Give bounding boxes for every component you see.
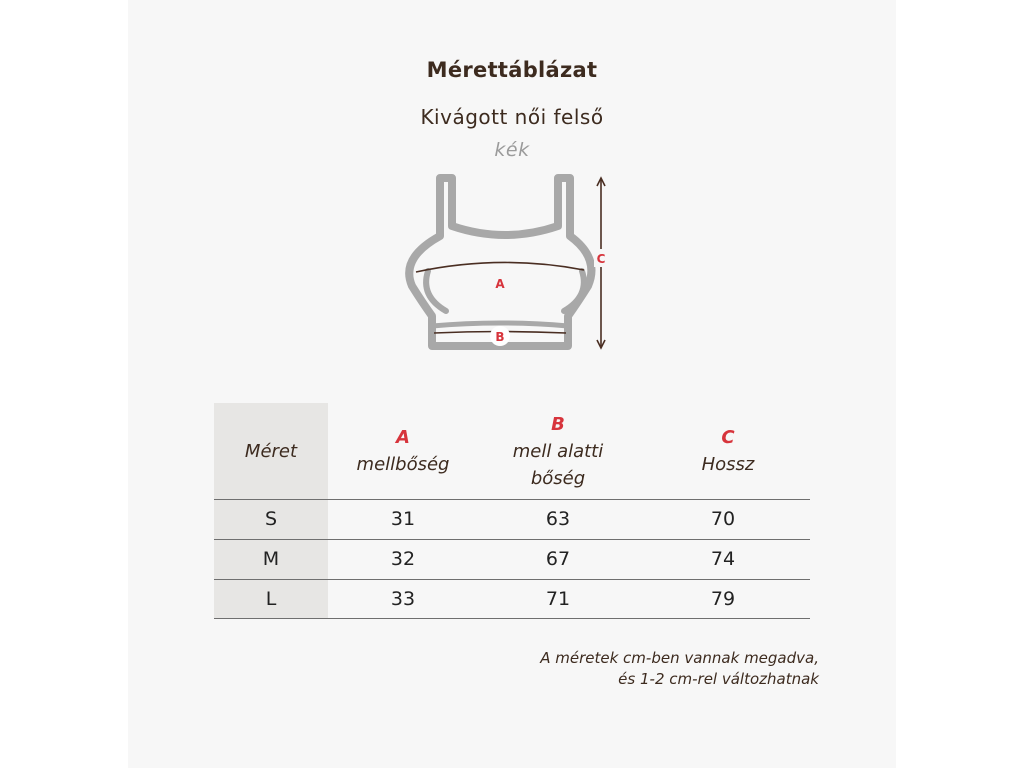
cell-size: M	[262, 548, 280, 570]
cell-b: 71	[545, 588, 571, 610]
header-size	[214, 403, 328, 499]
note-line-1: A méretek cm-ben vannak megadva,	[540, 649, 819, 667]
crop-top-outline	[400, 166, 620, 356]
diagram-label-b: B	[495, 330, 505, 344]
cell-size: S	[264, 508, 278, 530]
header-c-letter: C	[721, 427, 735, 448]
cell-b: 67	[545, 548, 571, 570]
header-a-letter: A	[396, 427, 410, 448]
diagram-label-a: A	[495, 277, 505, 291]
cell-c: 74	[710, 548, 736, 570]
garment-diagram	[400, 166, 620, 361]
diagram-label-c: C	[596, 252, 606, 266]
header-b-letter: B	[551, 413, 565, 435]
product-color: kék	[494, 139, 530, 161]
band-line	[432, 323, 568, 326]
header-b-line2: bőség	[530, 467, 586, 489]
cell-a: 33	[390, 588, 416, 610]
header-c-text: Hossz	[701, 454, 755, 475]
cell-size: L	[265, 588, 277, 610]
measure-line-a	[416, 262, 584, 272]
header-a	[328, 403, 478, 499]
header-a-text: mellbőség	[356, 454, 450, 475]
cell-b: 63	[545, 508, 571, 530]
right-cup-curve	[564, 271, 584, 311]
measurement-note	[540, 648, 819, 690]
cell-c: 70	[710, 508, 736, 530]
note-line-2: és 1-2 cm-rel változhatnak	[618, 670, 819, 688]
header-b	[478, 403, 638, 499]
product-name: Kivágott női felső	[420, 105, 604, 129]
header-b-line1: mell alatti	[512, 440, 604, 462]
cell-a: 31	[390, 508, 416, 530]
cell-a: 32	[390, 548, 416, 570]
header-c	[648, 403, 808, 499]
cell-c: 79	[710, 588, 736, 610]
header-size-label: Méret	[244, 440, 298, 462]
table-divider	[214, 618, 810, 619]
page-title: Mérettáblázat	[426, 58, 598, 82]
